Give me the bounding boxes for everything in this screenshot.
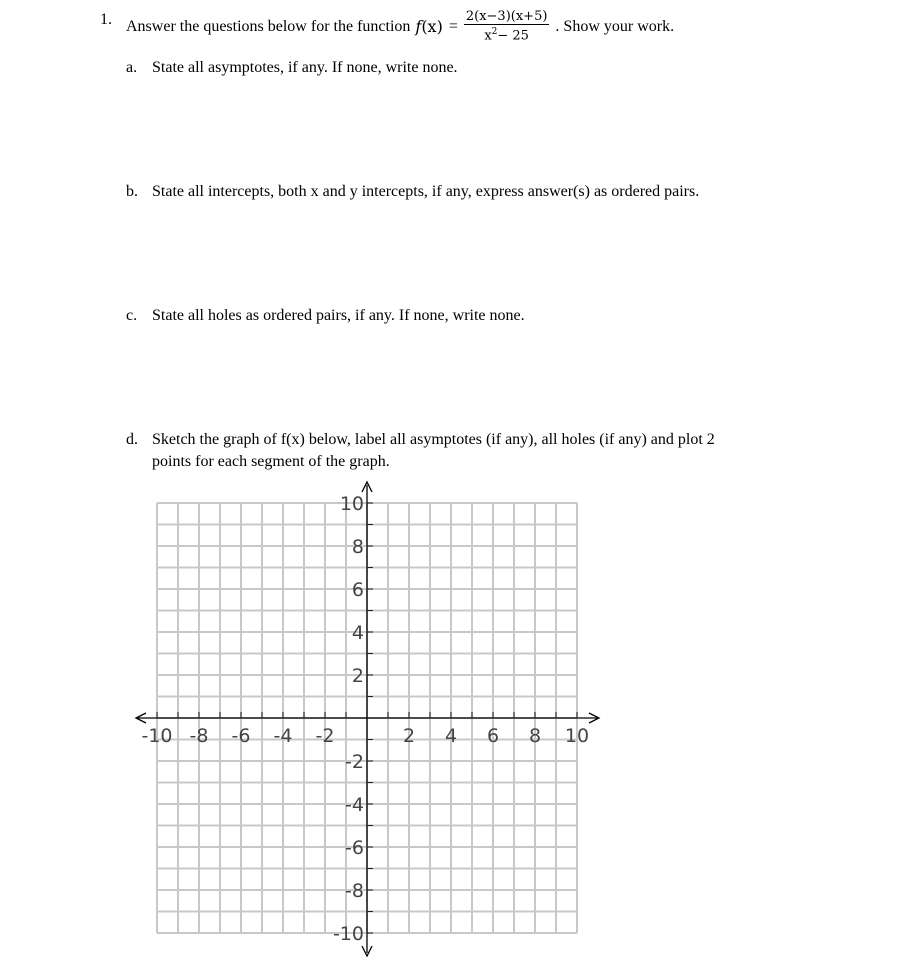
equals-sign: =	[448, 17, 458, 35]
denominator-exponent: 2	[491, 27, 498, 37]
y-tick-label: -8	[345, 880, 364, 902]
y-tick-label: -10	[332, 923, 364, 945]
part-c-letter: c.	[126, 307, 138, 324]
y-tick-label: -2	[345, 751, 364, 773]
x-tick-label: 2	[402, 725, 416, 747]
x-tick-label: -8	[189, 725, 209, 747]
y-tick-label: 6	[351, 579, 364, 601]
intro-after-text: . Show your work.	[555, 17, 675, 35]
x-tick-label: 8	[528, 725, 542, 747]
part-a-text: State all asymptotes, if any. If none, write none.	[152, 59, 458, 76]
y-tick-label: -4	[345, 794, 364, 816]
denominator-base: x	[484, 28, 492, 44]
x-tick-label: 6	[486, 725, 500, 747]
x-tick-label: -10	[141, 725, 173, 747]
part-a-letter: a.	[126, 59, 138, 76]
y-tick-label: 10	[339, 493, 364, 515]
fraction-numerator: 2(x−3)(x+5)	[465, 9, 548, 24]
y-tick-label: -6	[345, 837, 364, 859]
part-d-letter: d.	[126, 431, 138, 448]
part-d-text-line1: Sketch the graph of f(x) below, label all asymptotes (if any), all holes (if any) and plot 2	[152, 431, 715, 448]
part-c-text: State all holes as ordered pairs, if any. If none, write none.	[152, 307, 525, 324]
function-name: f	[415, 16, 422, 36]
y-tick-label: 8	[351, 536, 364, 558]
intro-text: Answer the questions below for the function	[126, 17, 411, 35]
x-tick-label: -6	[231, 725, 251, 747]
part-d-text-line2: points for each segment of the graph.	[152, 453, 390, 470]
x-tick-label: -2	[315, 725, 335, 747]
part-b-text: State all intercepts, both x and y intercepts, if any, express answer(s) as ordered pairs.	[152, 183, 700, 200]
part-b-letter: b.	[126, 183, 138, 200]
x-tick-label: 4	[444, 725, 458, 747]
denominator-rest: − 25	[497, 28, 529, 44]
y-tick-label: 2	[351, 665, 364, 687]
question-number: 1.	[100, 11, 112, 28]
x-tick-label: -4	[273, 725, 293, 747]
function-var: (x)	[421, 16, 443, 36]
x-tick-label: 10	[564, 725, 590, 747]
y-tick-label: 4	[351, 622, 364, 644]
